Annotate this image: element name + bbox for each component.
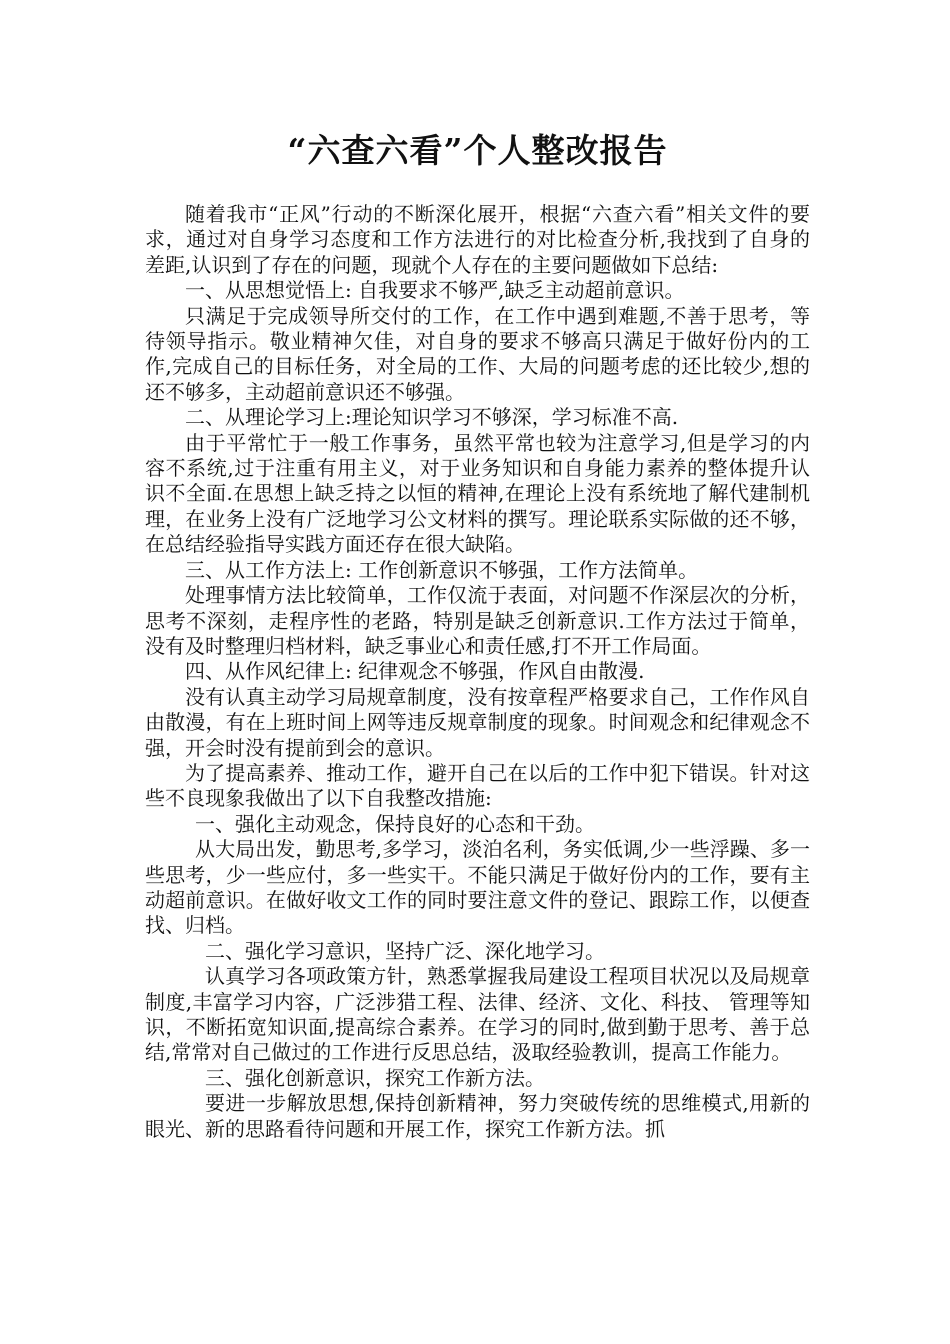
heading-measure-learning: 二、强化学习意识，坚持广泛、深化地学习。 [205,938,605,963]
document-body [145,202,810,1142]
heading-thought: 一、从思想觉悟上: 自我要求不够严,缺乏主动超前意识。 [185,278,685,303]
document-title: “六查六看”个人整改报告 [287,131,668,170]
document-page [145,128,810,1142]
heading-discipline: 四、从作风纪律上: 纪律观念不够强，作风自由散漫. [185,659,645,684]
paragraph-measure-learning: 认真学习各项政策方针，熟悉掌握我局建设工程项目状况以及局规章制度,丰富学习内容，广泛涉猎工程、法律、经济、文化、科技、 管理等知识，不断拓宽知识面,提高综合素养。在学习的同时,做到勤于思考、善于总结,常常对自己做过的工作进行反思总结，汲取经验教训，提高工作能力。 [145,964,810,1065]
heading-measure-initiative: 一、强化主动观念，保持良好的心态和干劲。 [195,811,595,836]
paragraph-measure-initiative: 从大局出发，勤思考,多学习，淡泊名利，务实低调,少一些浮躁、多一些思考，少一些应付，多一些实干。不能只满足于做好份内的工作，要有主动超前意识。在做好收文工作的同时要注意文件的登记、跟踪工作，以便查找、归档。 [145,837,810,938]
heading-theory: 二、从理论学习上:理论知识学习不够深，学习标准不高. [185,405,679,430]
heading-method: 三、从工作方法上: 工作创新意识不够强，工作方法简单。 [185,557,699,582]
paragraph-method: 处理事情方法比较简单，工作仅流于表面，对问题不作深层次的分析，思考不深刻，走程序性的老路，特别是缺乏创新意识.工作方法过于简单，没有及时整理归档材料，缺乏事业心和责任感,打不开工作局面。 [145,583,810,658]
paragraph-theory: 由于平常忙于一般工作事务，虽然平常也较为注意学习,但是学习的内容不系统,过于注重有用主义，对于业务知识和自身能力素养的整体提升认识不全面.在思想上缺乏持之以恒的精神,在理论上没有系统地了解代建制机理，在业务上没有广泛地学习公文材料的撰写。理论联系实际做的还不够，在总结经验指导实践方面还存在很大缺陷。 [145,430,810,557]
paragraph-intro: 随着我市“正风”行动的不断深化展开，根据“六查六看”相关文件的要求，通过对自身学习态度和工作方法进行的对比检查分析,我找到了自身的差距,认识到了存在的问题，现就个人存在的主要问题做如下总结: [145,202,810,277]
paragraph-discipline: 没有认真主动学习局规章制度，没有按章程严格要求自己，工作作风自由散漫，有在上班时间上网等违反规章制度的现象。时间观念和纪律观念不强，开会时没有提前到会的意识。 [145,684,810,760]
paragraph-measure-innovation: 要进一步解放思想,保持创新精神，努力突破传统的思维模式,用新的眼光、新的思路看待问题和开展工作，探究工作新方法。抓 [145,1091,810,1141]
paragraph-measures-intro: 为了提高素养、推动工作，避开自己在以后的工作中犯下错误。针对这些不良现象我做出了以下自我整改措施: [145,760,810,811]
paragraph-thought: 只满足于完成领导所交付的工作，在工作中遇到难题,不善于思考，等待领导指示。敬业精神欠佳，对自身的要求不够高只满足于做好份内的工作,完成自己的目标任务，对全局的工作、大局的问题考虑的还比较少,想的还不够多，主动超前意识还不够强。 [145,303,810,404]
heading-measure-innovation: 三、强化创新意识，探究工作新方法。 [205,1065,545,1090]
